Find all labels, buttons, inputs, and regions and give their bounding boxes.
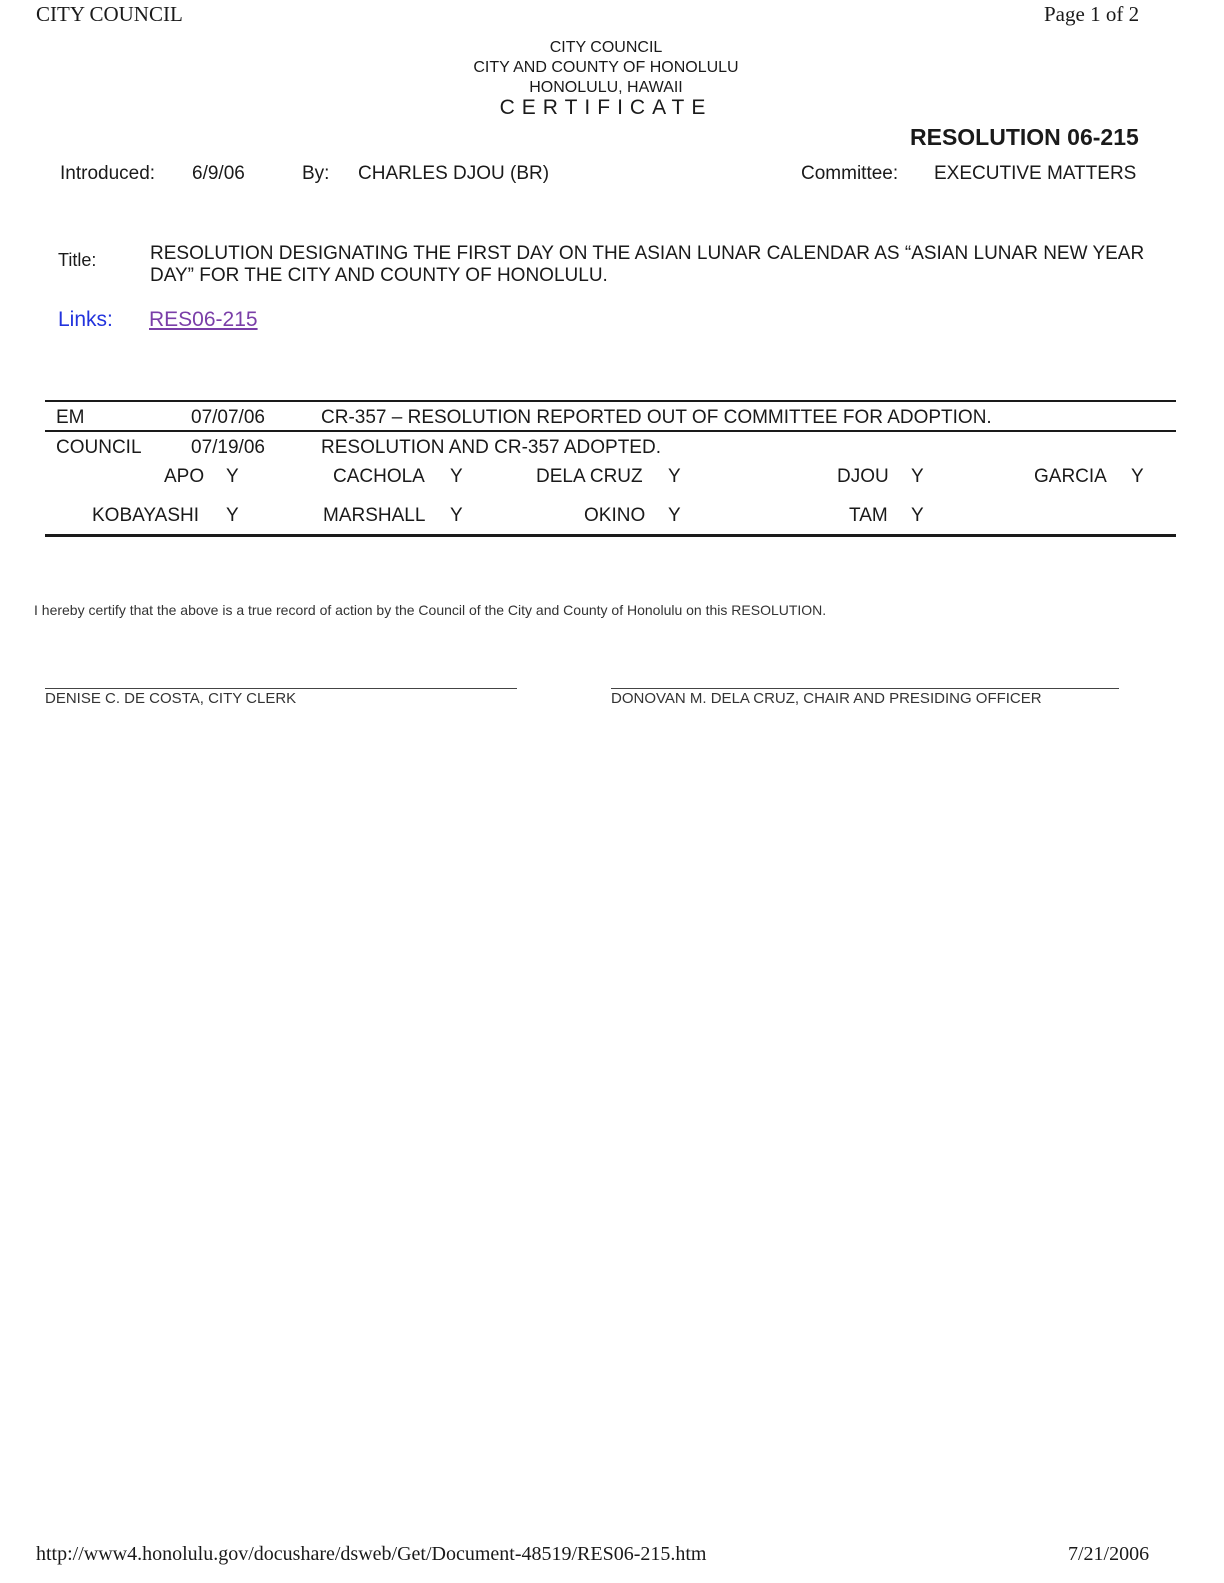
page-header-left: CITY COUNCIL (36, 2, 183, 26)
introduced-label: Introduced: (60, 163, 156, 184)
introduced-date: 6/9/06 (192, 163, 245, 184)
footer-date: 7/21/2006 (1068, 1543, 1150, 1565)
vote-member-name: DJOU (837, 466, 889, 487)
chair-signature-line (611, 688, 1119, 689)
action-body: COUNCIL (56, 437, 142, 458)
vote-value: Y (668, 505, 681, 526)
vote-member-name: KOBAYASHI (92, 505, 199, 526)
heading-council: CITY COUNCIL (549, 39, 663, 56)
vote-value: Y (911, 505, 924, 526)
heading-location: HONOLULU, HAWAII (529, 79, 683, 96)
table-bottom-rule (45, 534, 1176, 537)
vote-member-name: CACHOLA (333, 466, 425, 487)
vote-value: Y (450, 505, 463, 526)
by-label: By: (302, 163, 330, 184)
links-label: Links: (58, 308, 113, 331)
action-text: RESOLUTION AND CR-357 ADOPTED. (321, 437, 661, 458)
vote-value: Y (226, 466, 239, 487)
vote-value: Y (1131, 466, 1144, 487)
vote-value: Y (226, 505, 239, 526)
title-label: Title: (58, 250, 97, 270)
table-row-rule (45, 430, 1176, 432)
chair-name: DONOVAN M. DELA CRUZ, CHAIR AND PRESIDING OFFICER (611, 690, 1042, 707)
introducer-name: CHARLES DJOU (BR) (358, 163, 550, 184)
certification-statement: I hereby certify that the above is a true record of action by the Council of the City and County of Honolulu on this RESOLUTION. (34, 602, 827, 618)
action-body: EM (56, 407, 85, 428)
vote-member-name: TAM (849, 505, 888, 526)
vote-value: Y (450, 466, 463, 487)
vote-member-name: MARSHALL (323, 505, 426, 526)
clerk-signature-line (45, 688, 517, 689)
vote-member-name: GARCIA (1034, 466, 1107, 487)
vote-member-name: DELA CRUZ (536, 466, 643, 487)
action-date: 07/07/06 (191, 407, 265, 428)
vote-value: Y (668, 466, 681, 487)
vote-member-name: APO (164, 466, 205, 487)
page-number: Page 1 of 2 (1044, 2, 1140, 26)
action-text: CR-357 – RESOLUTION REPORTED OUT OF COMMITTEE FOR ADOPTION. (321, 407, 992, 428)
vote-value: Y (911, 466, 924, 487)
resolution-link[interactable]: RES06-215 (149, 308, 258, 331)
committee-label: Committee: (801, 163, 899, 184)
resolution-title: RESOLUTION DESIGNATING THE FIRST DAY ON THE ASIAN LUNAR CALENDAR AS “ASIAN LUNAR NEW YEAR DAY” FOR THE CITY AND COUNTY OF HONOLULU. (150, 243, 1145, 286)
committee-name: EXECUTIVE MATTERS (934, 163, 1137, 184)
heading-city-county: CITY AND COUNTY OF HONOLULU (473, 59, 739, 76)
table-top-rule (45, 400, 1176, 402)
clerk-name: DENISE C. DE COSTA, CITY CLERK (45, 690, 297, 707)
action-date: 07/19/06 (191, 437, 265, 458)
resolution-number: RESOLUTION 06-215 (910, 124, 1139, 150)
heading-certificate: CERTIFICATE (499, 96, 713, 119)
footer-url: http://www4.honolulu.gov/docushare/dsweb/Get/Document-48519/RES06-215.htm (36, 1543, 707, 1565)
vote-member-name: OKINO (584, 505, 646, 526)
